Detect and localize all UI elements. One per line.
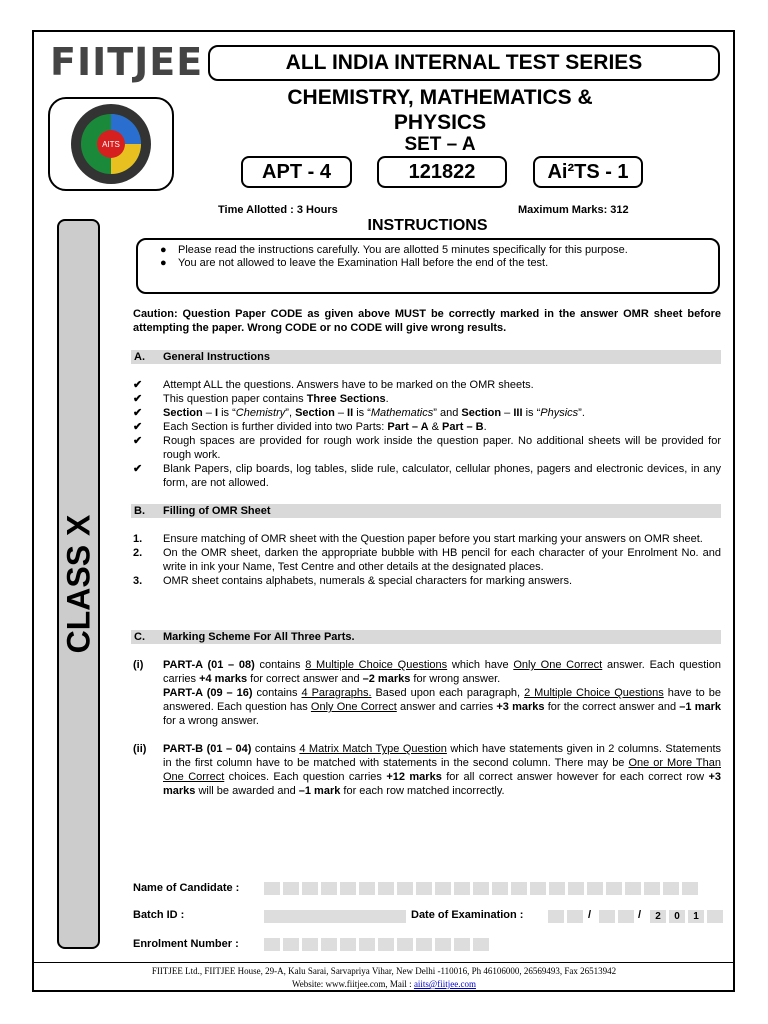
exam-date-label: Date of Examination : [411,909,524,921]
list-item: 3. OMR sheet contains alphabets, numerals & special characters for marking answers. [133,575,573,587]
instruction-item: ● Please read the instructions carefully. You are allotted 5 minutes specifically for this purpose. [146,244,712,257]
list-item: 2. On the OMR sheet, darken the appropriate bubble with HB pencil for each character of your Enrolment No. and write in ink your Name, Test Centre and other details at the designated places. [133,547,721,573]
footer-address: FIITJEE Ltd., FIITJEE House, 29-A, Kalu Sarai, Sarvapriya Vihar, New Delhi -110016, Ph 46106000, 26569493, Fax 26513942 [151,966,617,976]
maximum-marks: Maximum Marks: 312 [518,204,629,216]
list-item: ✔ Attempt ALL the questions. Answers have to be marked on the OMR sheets. [133,379,534,391]
candidate-name-boxes[interactable] [264,882,698,895]
exam-date-day[interactable] [548,910,583,923]
check-icon: ✔ [133,379,143,391]
instructions-heading: INSTRUCTIONS [367,217,488,234]
instructions-box [136,238,720,294]
instruction-item: ● You are not allowed to leave the Examination Hall before the end of the test. [146,257,712,270]
section-a-header: A. General Instructions [131,350,721,364]
caution-note: Caution: Question Paper CODE as given above MUST be correctly marked in the answer OMR sheet before attempting the paper. Wrong CODE or no CODE will give wrong results. [133,308,721,334]
list-item: 1. Ensure matching of OMR sheet with the Question paper before you start marking your answers on OMR sheet. [133,533,703,545]
subject-line-1: CHEMISTRY, MATHEMATICS & [287,86,593,109]
aits-seal-icon [50,99,172,189]
check-icon: ✔ [133,463,143,475]
section-b-header: B. Filling of OMR Sheet [131,504,721,518]
fiitjee-logo: FIITJEE [50,40,204,84]
marking-scheme-part-a: (i) PART-A (01 – 08) contains 8 Multiple Choice Questions which have Only One Correct answer. Each question carries +4 marks for correct answer and –2 marks for wrong answer. PART-A (09 – 16) contains 4 Paragraphs. Based upon each paragraph, 2 Multiple Choice Questions have to be answered. Each question has Only One Correct answer and carries +3 marks for the correct answer and –1 mark for a wrong answer. [133,659,721,727]
list-item: ✔ Each Section is further divided into two Parts: Part – A & Part – B. [133,421,487,433]
candidate-name-label: Name of Candidate : [133,882,240,894]
check-icon: ✔ [133,421,143,433]
check-icon: ✔ [133,407,143,419]
paper-code-number: 121822 [377,156,507,188]
time-allotted: Time Allotted : 3 Hours [218,204,338,216]
list-item: ✔ Rough spaces are provided for rough work inside the question paper. No additional sheets will be provided for rough work. [133,435,721,461]
bullet-icon: ● [160,257,167,269]
test-series-title: ALL INDIA INTERNAL TEST SERIES [208,45,720,81]
email-link[interactable]: aiits@fiitjee.com [413,979,476,989]
subject-title [240,85,640,135]
omr-instructions-list [133,532,721,588]
enrolment-number-boxes[interactable] [264,938,489,951]
section-c-header: C. Marking Scheme For All Three Parts. [131,630,721,644]
list-item: ✔ Section – I is “Chemistry”, Section – II is “Mathematics” and Section – III is “Physics”. [133,407,585,419]
class-label: CLASS X [60,514,97,654]
list-item: ✔ This question paper contains Three Sections. [133,393,389,405]
check-icon: ✔ [133,435,143,447]
check-icon: ✔ [133,393,143,405]
footer-contact: Website: www.fiitjee.com, Mail : aiits@fiitjee.com [292,979,476,989]
seal-center-text: AITS [102,140,120,149]
batch-id-label: Batch ID : [133,909,185,921]
bullet-icon: ● [160,244,167,256]
paper-code-apt: APT - 4 [241,156,352,188]
subject-line-2: PHYSICS [393,111,487,134]
footer [34,962,734,991]
enrolment-label: Enrolment Number : [133,938,239,950]
paper-code-aits: Ai²TS - 1 [533,156,643,188]
set-label: SET – A [404,134,476,155]
list-item: ✔ Blank Papers, clip boards, log tables, slide rule, calculator, cellular phones, pagers and electronic devices, in any form, are not allowed. [133,463,721,489]
batch-id-field[interactable] [264,910,406,923]
marking-scheme-part-b: (ii) PART-B (01 – 04) contains 4 Matrix Match Type Question which have statements given in 2 columns. Statements in the first column have to be matched with statements in the second column. There may be One or More Than One Correct choices. Each question carries +12 marks for all correct answer however for each correct row +3 marks will be awarded and –1 mark for each row matched incorrectly. [133,743,721,797]
general-instructions-list [133,378,721,490]
exam-date-month[interactable] [599,910,634,923]
aits-seal [48,97,174,191]
exam-date-year[interactable]: 2 0 1 [650,910,723,923]
